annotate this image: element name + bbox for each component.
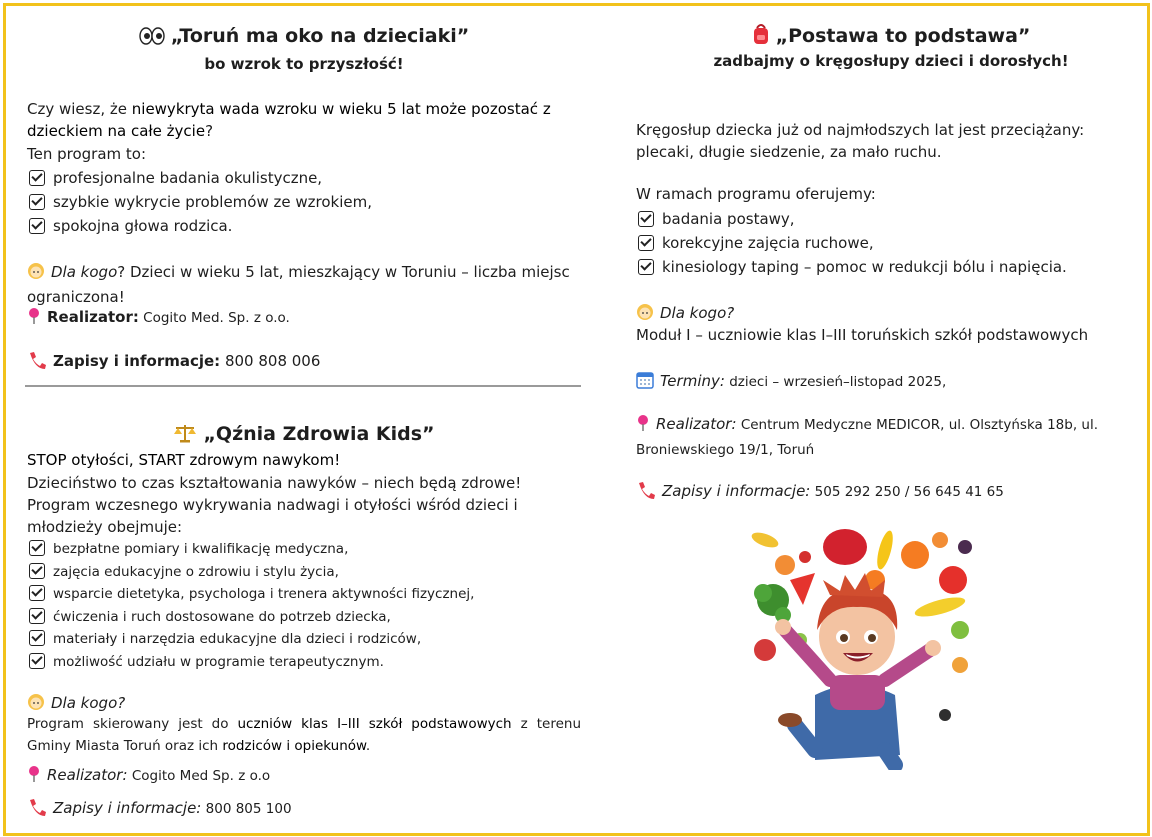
list-item: bezpłatne pomiary i kwalifikację medyczna, (29, 538, 474, 561)
phone-icon (636, 481, 656, 505)
posture-contact: Zapisy i informacje: 505 292 250 / 56 645 41 65 (636, 480, 1004, 505)
pin-icon (636, 414, 650, 438)
phone-icon (27, 798, 47, 822)
list-item: wsparcie dietetyka, psychologa i trenera aktywności fizycznej, (29, 583, 474, 606)
posture-intro: Kręgosłup dziecka już od najmłodszych lat jest przeciążany: plecaki, długie siedzenie, za mało ruchu. (636, 121, 1085, 161)
check-icon (638, 235, 654, 251)
kids-health-target: Program skierowany jest do uczniów klas I–III szkół podstawowych z terenu Gminy Miasta Toruń oraz ich rodziców i opiekunów. (27, 716, 581, 754)
eye-program-contact: Zapisy i informacje: 800 808 006 (27, 350, 320, 375)
phone-icon (27, 351, 47, 375)
posture-title: „Postawa to podstawa” (775, 25, 1031, 47)
kids-health-line1: Dzieciństwo to czas kształtowania nawyków – niech będą zdrowe! (27, 474, 522, 492)
eye-program-realizator: Realizator: Cogito Med. Sp. z o.o. (27, 306, 290, 331)
check-icon (29, 540, 45, 556)
pin-icon (27, 765, 41, 789)
eye-program-intro: Czy wiesz, że niewykryta wada wzroku w wieku 5 lat może pozostać z dzieckiem na całe życie? (27, 100, 551, 140)
list-item: szybkie wykrycie problemów ze wzrokiem, (29, 190, 372, 214)
child-icon (27, 262, 45, 286)
check-icon (638, 211, 654, 227)
list-item: kinesiology taping – pomoc w redukcji bólu i napięcia. (638, 255, 1067, 279)
kids-health-contact: Zapisy i informacje: 800 805 100 (27, 797, 292, 822)
posture-lead: W ramach programu oferujemy: (636, 185, 876, 203)
check-icon (29, 194, 45, 210)
eye-program-lead: Ten program to: (27, 145, 147, 163)
check-icon (638, 259, 654, 275)
calendar-icon (636, 371, 654, 395)
kids-health-realizator: Realizator: Cogito Med Sp. z o.o (27, 764, 270, 789)
posture-subtitle: zadbajmy o kręgosłupy dzieci i dorosłych! (713, 52, 1069, 70)
eye-program-for-whom: Dla kogo? Dzieci w wieku 5 lat, mieszkający w Toruniu – liczba miejsc ograniczona! (27, 263, 570, 306)
posture-terms: Terminy: dzieci – wrzesień–listopad 2025, (636, 370, 946, 395)
pin-icon (27, 307, 41, 331)
check-icon (29, 218, 45, 234)
kids-health-for-whom: Dla kogo? (27, 692, 125, 717)
check-icon (29, 608, 45, 624)
list-item: zajęcia edukacyjne o zdrowiu i stylu życia, (29, 561, 474, 584)
kids-health-line2: Program wczesnego wykrywania nadwagi i otyłości wśród dzieci i młodzieży obejmuje: (27, 496, 518, 536)
list-item: badania postawy, (638, 207, 1067, 231)
kids-health-title: „Qźnia Zdrowia Kids” (203, 423, 435, 445)
list-item: profesjonalne badania okulistyczne, (29, 166, 372, 190)
kids-health-slogan: STOP otyłości, START zdrowym nawykom! (27, 451, 341, 469)
intro-highlight: niewykryta wada wzroku w wieku 5 lat może pozostać z dzieckiem na całe życie (27, 100, 551, 140)
list-item: ćwiczenia i ruch dostosowane do potrzeb dziecka, (29, 606, 474, 629)
check-icon (29, 170, 45, 186)
backpack-icon (752, 23, 770, 50)
eye-program-title: „Toruń ma oko na dzieciaki” (170, 25, 470, 47)
scales-icon (173, 423, 197, 448)
eye-program-subtitle: bo wzrok to przyszłość! (204, 55, 404, 73)
section-divider (25, 385, 581, 387)
posture-list (638, 207, 1067, 279)
posture-realizator: Realizator: Centrum Medyczne MEDICOR, ul. Olsztyńska 18b, ul. Broniewskiego 19/1, Toruń (636, 415, 1099, 458)
check-icon (29, 630, 45, 646)
check-icon (29, 563, 45, 579)
eyes-icon (139, 27, 165, 50)
list-item: korekcyjne zajęcia ruchowe, (638, 231, 1067, 255)
check-icon (29, 585, 45, 601)
child-fruits-illustration (745, 525, 985, 770)
list-item: materiały i narzędzia edukacyjne dla dzieci i rodziców, (29, 628, 474, 651)
eye-program-list (29, 166, 372, 238)
list-item: możliwość udziału w programie terapeutycznym. (29, 651, 474, 674)
list-item: spokojna głowa rodzica. (29, 214, 372, 238)
check-icon (29, 653, 45, 669)
kids-health-list (29, 538, 474, 673)
posture-for-whom: Dla kogo? (636, 302, 734, 327)
posture-for-whom-text: Moduł I – uczniowie klas I–III toruńskich szkół podstawowych (636, 326, 1089, 344)
